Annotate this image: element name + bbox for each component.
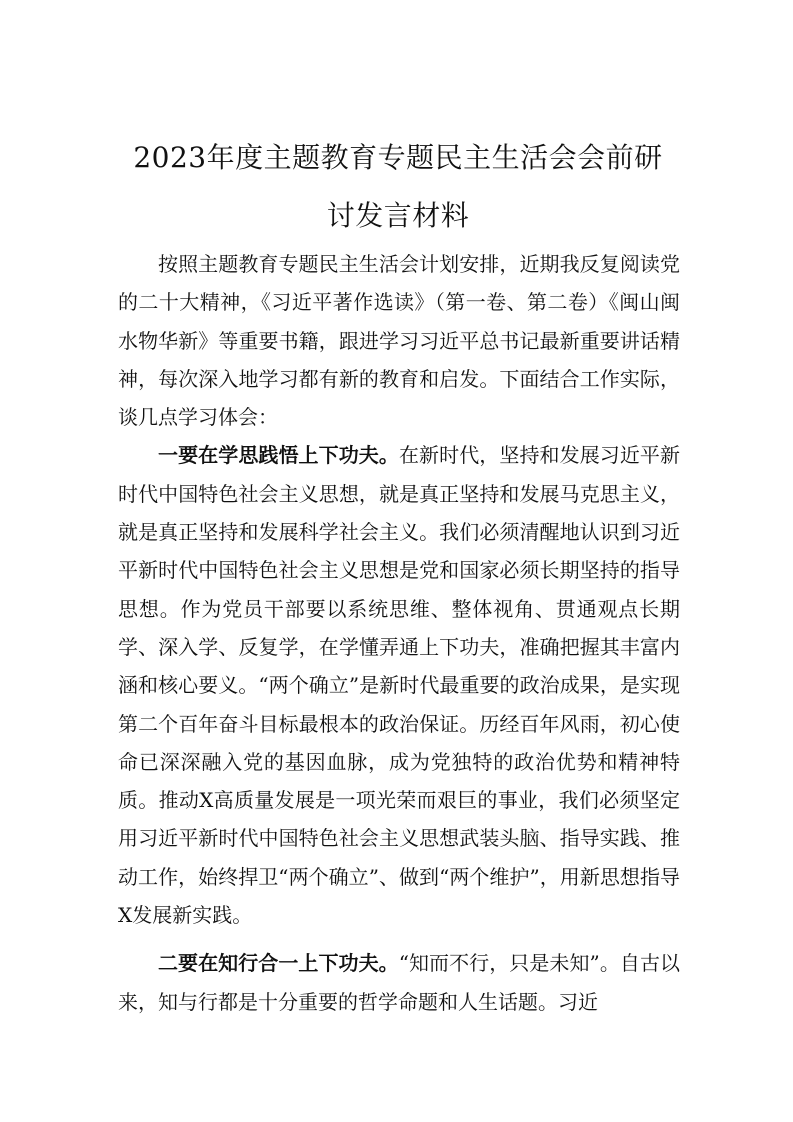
document-title-line-1: 2023年度主题教育专题民主生活会会前研 [133,141,663,174]
section-2-paragraph [118,944,680,1021]
section-1-heading: 一要在学思践悟上下功夫。 [158,443,399,468]
section-1-text: 在新时代，坚持和发展习近平新时代中国特色社会主义思想，就是真正坚持和发展马克思主义，就是真正坚持和发展科学社会主义。我们必须清醒地认识到习近平新时代中国特色社会主义思想是党和国家必须长期坚持的指导思想。作为党员干部要以系统思维、整体视角、贯通观点长期学、深入学、反复学，在学懂弄通上下功夫，准确把握其丰富内涵和核心要义。“两个确立”是新时代最重要的政治成果，是实现第二个百年奋斗目标最根本的政治保证。历经百年风雨，初心使命已深深融入党的基因血脉，成为党独特的政治优势和精神特质。推动X高质量发展是一项光荣而艰巨的事业，我们必须坚定用习近平新时代中国特色社会主义思想武装头脑、指导实践、推动工作，始终捍卫“两个确立”、做到“两个维护”，用新思想指导X发展新实践。 [118,443,681,928]
section-2-heading: 二要在知行合一上下功夫。 [158,951,399,976]
document-title-line-2: 讨发言材料 [326,199,470,232]
section-1-paragraph [118,436,680,934]
section-2-text: “知而不行，只是未知”。自古以来，知与行都是十分重要的哲学命题和人生话题。习近 [118,951,681,1014]
document-body [118,245,680,1021]
intro-paragraph: 按照主题教育专题民主生活会计划安排，近期我反复阅读党的二十大精神，《习近平著作选读》（第一卷、第二卷）《闽山闽水物华新》等重要书籍，跟进学习习近平总书记最新重要讲话精神，每次深入地学习都有新的教育和启发。下面结合工作实际，谈几点学习体会： [118,252,680,430]
